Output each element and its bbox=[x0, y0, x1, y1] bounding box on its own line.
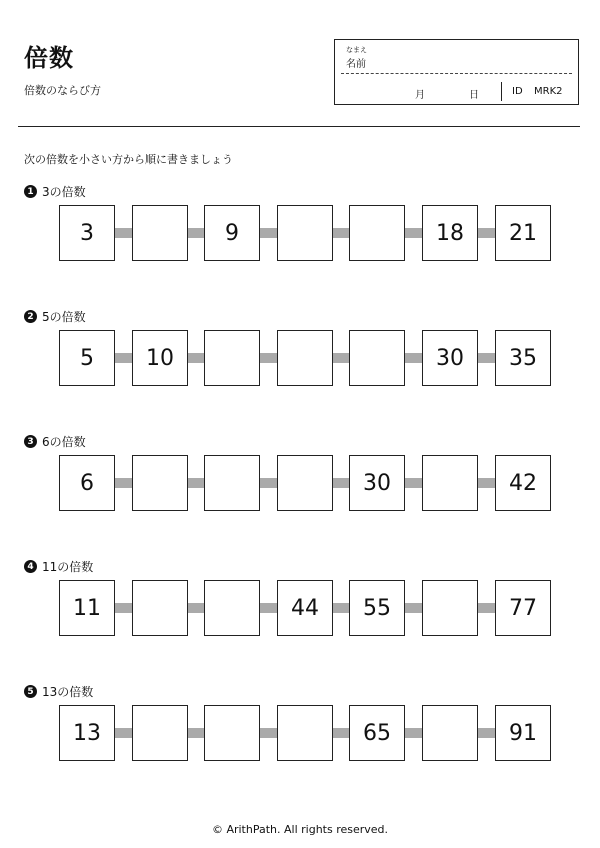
problem-4 bbox=[0, 558, 600, 658]
answer-cell[interactable]: 18 bbox=[422, 205, 478, 261]
answer-cell[interactable]: 35 bbox=[495, 330, 551, 386]
problem-title: 13の倍数 bbox=[42, 685, 94, 699]
problem-label bbox=[24, 558, 93, 575]
name-box bbox=[334, 39, 579, 105]
answer-cell[interactable]: 5 bbox=[59, 330, 115, 386]
answer-cell[interactable] bbox=[132, 580, 188, 636]
answer-cell[interactable] bbox=[204, 330, 260, 386]
id-label: ID bbox=[512, 86, 523, 97]
answer-cell[interactable]: 42 bbox=[495, 455, 551, 511]
instruction-text: 次の倍数を小さい方から順に書きましょう bbox=[24, 153, 233, 166]
answer-cell[interactable] bbox=[204, 580, 260, 636]
problem-label bbox=[24, 683, 93, 700]
problem-label bbox=[24, 433, 86, 450]
answer-cell[interactable] bbox=[422, 705, 478, 761]
answer-cell[interactable] bbox=[132, 455, 188, 511]
answer-cell[interactable] bbox=[422, 580, 478, 636]
answer-cell[interactable]: 30 bbox=[349, 455, 405, 511]
problem-number-badge: 1 bbox=[24, 185, 37, 198]
problem-title: 11の倍数 bbox=[42, 560, 94, 574]
name-label: 名前 bbox=[346, 59, 366, 70]
header-divider bbox=[18, 126, 580, 127]
answer-cell[interactable]: 91 bbox=[495, 705, 551, 761]
answer-cell[interactable]: 65 bbox=[349, 705, 405, 761]
problem-title: 3の倍数 bbox=[42, 185, 86, 199]
id-value: MRK2 bbox=[534, 86, 563, 97]
answer-cell[interactable] bbox=[349, 205, 405, 261]
answer-cell[interactable] bbox=[204, 455, 260, 511]
answer-cell[interactable]: 21 bbox=[495, 205, 551, 261]
name-ruby: なまえ bbox=[346, 46, 367, 54]
answer-cell[interactable]: 3 bbox=[59, 205, 115, 261]
answer-cell[interactable] bbox=[422, 455, 478, 511]
answer-cell[interactable]: 10 bbox=[132, 330, 188, 386]
problem-label bbox=[24, 308, 86, 325]
answer-cell[interactable] bbox=[277, 455, 333, 511]
problem-number-badge: 2 bbox=[24, 310, 37, 323]
problem-number-badge: 5 bbox=[24, 685, 37, 698]
answer-cell[interactable]: 30 bbox=[422, 330, 478, 386]
answer-cell[interactable]: 77 bbox=[495, 580, 551, 636]
answer-cell[interactable]: 11 bbox=[59, 580, 115, 636]
problem-title: 5の倍数 bbox=[42, 310, 86, 324]
answer-cell[interactable] bbox=[349, 330, 405, 386]
problem-title: 6の倍数 bbox=[42, 435, 86, 449]
problem-3 bbox=[0, 433, 600, 533]
problem-5 bbox=[0, 683, 600, 783]
day-label: 日 bbox=[469, 90, 479, 101]
answer-cell[interactable] bbox=[277, 205, 333, 261]
answer-cell[interactable] bbox=[204, 705, 260, 761]
answer-cell[interactable]: 44 bbox=[277, 580, 333, 636]
answer-cell[interactable]: 13 bbox=[59, 705, 115, 761]
problem-2 bbox=[0, 308, 600, 408]
problem-number-badge: 3 bbox=[24, 435, 37, 448]
worksheet-subtitle: 倍数のならび方 bbox=[24, 84, 101, 97]
answer-cell[interactable]: 55 bbox=[349, 580, 405, 636]
month-label: 月 bbox=[415, 90, 425, 101]
answer-cell[interactable]: 6 bbox=[59, 455, 115, 511]
problem-label bbox=[24, 183, 86, 200]
problem-number-badge: 4 bbox=[24, 560, 37, 573]
copyright-footer: © ArithPath. All rights reserved. bbox=[211, 823, 389, 836]
answer-cell[interactable] bbox=[132, 705, 188, 761]
answer-cell[interactable] bbox=[132, 205, 188, 261]
id-separator bbox=[501, 82, 502, 101]
worksheet-title: 倍数 bbox=[24, 44, 74, 72]
answer-cell[interactable]: 9 bbox=[204, 205, 260, 261]
problem-1 bbox=[0, 183, 600, 283]
answer-cell[interactable] bbox=[277, 330, 333, 386]
answer-cell[interactable] bbox=[277, 705, 333, 761]
name-dashed-line bbox=[341, 73, 572, 74]
